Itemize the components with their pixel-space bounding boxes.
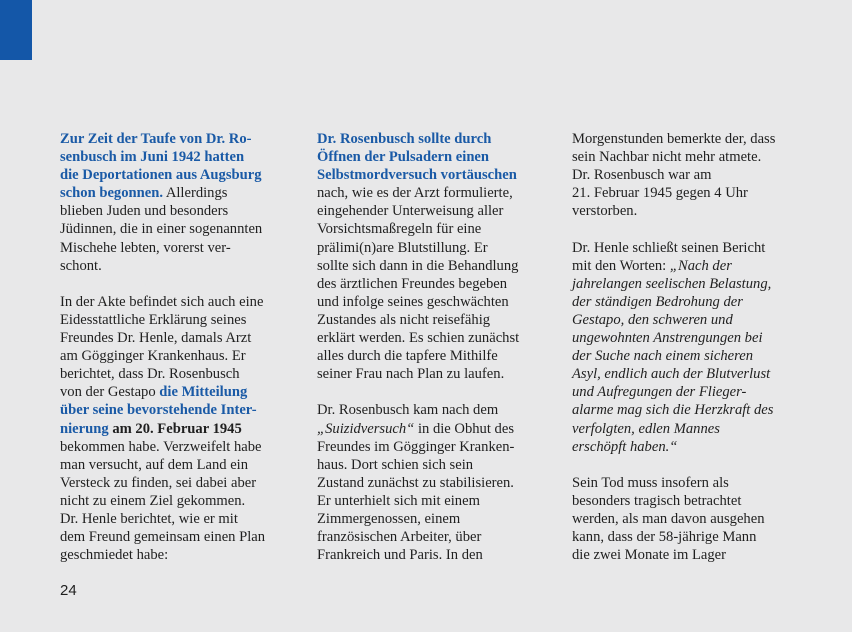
text-span: besonders tragisch betrachtet: [572, 492, 742, 509]
text-line: [60, 240, 231, 256]
text-span: Dr. Henle berichtet, wie er mit: [60, 510, 238, 527]
text-span: verstorben.: [572, 203, 638, 220]
text-line: [572, 240, 765, 256]
text-line: [60, 439, 262, 455]
text-line: [572, 384, 746, 400]
corner-accent-tab: [0, 0, 32, 60]
text-span: erklärt werden. Es schien zunächst: [317, 330, 520, 347]
text-span: Zustandes als nicht reisefähig: [317, 311, 491, 328]
highlighted-text: senbusch im Juni 1942 hatten: [60, 149, 245, 166]
text-line: [317, 457, 473, 473]
quoted-text: der Suche nach einem sicheren: [572, 348, 754, 365]
quoted-text: der ständigen Bedrohung der: [572, 293, 743, 310]
text-span: von der Gestapo: [60, 384, 160, 401]
text-span: haus. Dort schien sich sein: [317, 456, 474, 473]
highlighted-text: Selbstmordversuch vortäuschen: [317, 167, 517, 184]
text-span: Zustand zunächst zu stabilisieren.: [317, 474, 514, 491]
text-line: [317, 276, 507, 292]
text-line: [572, 511, 765, 527]
text-span: schont.: [60, 257, 102, 274]
quoted-text: alarme mag sich die Herzkraft des: [572, 402, 774, 419]
text-span: Eidesstattliche Erklärung seines: [60, 311, 247, 328]
highlighted-text: schon begonnen.: [60, 185, 163, 202]
highlighted-text: Dr. Rosenbusch sollte durch: [317, 131, 492, 147]
text-span: 21. Februar 1945 gegen 4 Uhr: [572, 185, 748, 202]
quoted-text: und Aufregungen der Flieger-: [572, 384, 747, 401]
text-span: geschmiedet habe:: [60, 547, 169, 564]
text-span: prälimi(n)are Blutstillung. Er: [317, 239, 488, 256]
text-line: [60, 475, 256, 491]
text-line: [317, 312, 490, 328]
text-span: mit den Worten:: [572, 257, 670, 274]
text-span: kann, dass der 58-jährige Mann: [572, 529, 757, 546]
text-line: [60, 294, 263, 310]
text-span: Er unterhielt sich mit einem: [317, 492, 480, 509]
text-line: [60, 493, 245, 509]
text-span: alles durch die tapfere Mithilfe: [317, 348, 498, 365]
text-line: [317, 131, 491, 147]
text-span: Dr. Rosenbusch war am: [572, 167, 712, 184]
text-line: [60, 221, 262, 237]
text-line: [317, 203, 503, 219]
text-line: [572, 402, 773, 418]
text-line: [572, 149, 761, 165]
text-span: Versteck zu finden, sei dabei aber: [60, 474, 257, 491]
text-line: [60, 203, 228, 219]
text-span: blieben Juden und besonders: [60, 203, 229, 220]
text-span: Zimmergenossen, einem: [317, 510, 461, 527]
text-line: [60, 167, 262, 183]
text-span: französischen Arbeiter, über: [317, 529, 482, 546]
text-line: [317, 185, 513, 201]
text-line: [572, 475, 729, 491]
text-line: [572, 529, 756, 545]
text-column-1: [60, 130, 286, 564]
text-line: [317, 493, 480, 509]
quoted-text: Asyl, endlich auch der Blutverlust: [572, 366, 771, 383]
paragraph: [572, 130, 798, 220]
text-span: man versucht, auf dem Land ein: [60, 456, 249, 473]
text-span: des ärztlichen Freundes begeben: [317, 275, 508, 292]
paragraph: [317, 130, 545, 383]
text-column-3: [572, 130, 798, 564]
text-span: nicht zu einem Ziel gekommen.: [60, 492, 246, 509]
quoted-text: erschöpft haben.“: [572, 438, 678, 455]
quoted-text: verfolgten, edlen Mannes: [572, 420, 720, 437]
text-span: Frankreich und Paris. In den: [317, 547, 483, 564]
text-span: dem Freund gemeinsam einen Plan: [60, 529, 266, 546]
text-line: [572, 258, 732, 274]
text-line: [317, 421, 514, 437]
text-line: [572, 276, 771, 292]
quoted-text: ungewohnten Anstrengungen bei: [572, 330, 763, 347]
text-line: [572, 421, 720, 437]
paragraph: [60, 130, 286, 275]
text-line: [317, 475, 514, 491]
text-span: Vorsichtsmaßregeln für eine: [317, 221, 482, 238]
text-line: [317, 529, 481, 545]
text-span: Sein Tod muss insofern als: [572, 474, 729, 491]
text-span: sollte sich dann in die Behandlung: [317, 257, 519, 274]
text-span: nach, wie es der Arzt formulierte,: [317, 185, 513, 202]
quoted-text: jahrelangen seelischen Belastung,: [572, 275, 772, 292]
text-line: [60, 366, 240, 382]
text-span: werden, als man davon ausgehen: [572, 510, 765, 527]
text-line: [317, 511, 460, 527]
text-line: [60, 149, 244, 165]
text-line: [317, 167, 517, 183]
text-line: [60, 258, 102, 274]
page-number: 24: [60, 582, 77, 599]
text-line: [317, 240, 488, 256]
bold-text: am 20. Februar 1945: [112, 420, 242, 437]
text-line: [572, 547, 726, 563]
quoted-text: „Nach der: [669, 257, 732, 274]
text-line: [317, 258, 518, 274]
text-span: Freundes im Gögginger Kranken-: [317, 438, 515, 455]
text-line: [60, 402, 257, 418]
text-line: [60, 348, 246, 364]
highlighted-text: die Deportationen aus Augsburg: [60, 167, 262, 184]
text-line: [317, 294, 509, 310]
text-span: In der Akte befindet sich auch eine: [60, 293, 264, 310]
text-line: [317, 221, 481, 237]
text-span: Jüdinnen, die in einer sogenannten: [60, 221, 263, 238]
text-line: [60, 421, 242, 437]
text-line: [572, 493, 741, 509]
text-span: seiner Frau nach Plan zu laufen.: [317, 366, 505, 383]
highlighted-text: die Mitteilung: [159, 384, 248, 401]
text-line: [60, 131, 252, 147]
quoted-text: „Suizidversuch“: [317, 420, 415, 437]
quoted-text: Gestapo, den schweren und: [572, 311, 733, 328]
text-span: am Gögginger Krankenhaus. Er: [60, 348, 246, 365]
text-line: [317, 439, 514, 455]
text-line: [317, 366, 504, 382]
text-span: sein Nachbar nicht mehr atmete.: [572, 149, 762, 166]
text-line: [572, 131, 775, 147]
text-line: [317, 547, 483, 563]
text-span: Allerdings: [163, 185, 228, 202]
text-line: [60, 312, 246, 328]
text-span: Freundes Dr. Henle, damals Arzt: [60, 330, 252, 347]
paragraph: [572, 239, 798, 456]
text-line: [60, 547, 168, 563]
highlighted-text: Zur Zeit der Taufe von Dr. Ro-: [60, 131, 252, 147]
text-line: [60, 185, 227, 201]
highlighted-text: über seine bevorstehende Inter-: [60, 402, 257, 419]
highlighted-text: Öffnen der Pulsadern einen: [317, 149, 490, 166]
text-line: [60, 457, 248, 473]
text-span: Dr. Henle schließt seinen Bericht: [572, 239, 766, 256]
text-span: und infolge seines geschwächten: [317, 293, 509, 310]
text-span: berichtet, dass Dr. Rosenbusch: [60, 366, 240, 383]
text-line: [317, 348, 498, 364]
text-span: in die Obhut des: [414, 420, 515, 437]
text-span: eingehender Unterweisung aller: [317, 203, 504, 220]
text-line: [317, 149, 489, 165]
text-line: [572, 312, 733, 328]
text-line: [60, 529, 265, 545]
text-line: [317, 330, 519, 346]
text-line: [317, 402, 498, 418]
text-span: Mischehe lebten, vorerst ver-: [60, 239, 231, 256]
text-line: [572, 185, 748, 201]
paragraph: [317, 401, 545, 564]
text-line: [572, 294, 743, 310]
text-span: Morgenstunden bemerkte der, dass: [572, 131, 776, 147]
paragraph: [572, 474, 798, 564]
text-line: [60, 511, 238, 527]
text-column-2: [317, 130, 545, 564]
text-line: [60, 330, 251, 346]
text-line: [572, 366, 770, 382]
text-line: [572, 203, 637, 219]
text-line: [572, 439, 677, 455]
text-line: [60, 384, 247, 400]
text-span: bekommen habe. Verzweifelt habe: [60, 438, 262, 455]
text-span: Dr. Rosenbusch kam nach dem: [317, 402, 499, 419]
highlighted-text: nierung: [60, 420, 109, 437]
text-line: [572, 348, 753, 364]
text-line: [572, 330, 763, 346]
paragraph: [60, 293, 286, 564]
text-line: [572, 167, 711, 183]
text-span: die zwei Monate im Lager: [572, 547, 726, 564]
